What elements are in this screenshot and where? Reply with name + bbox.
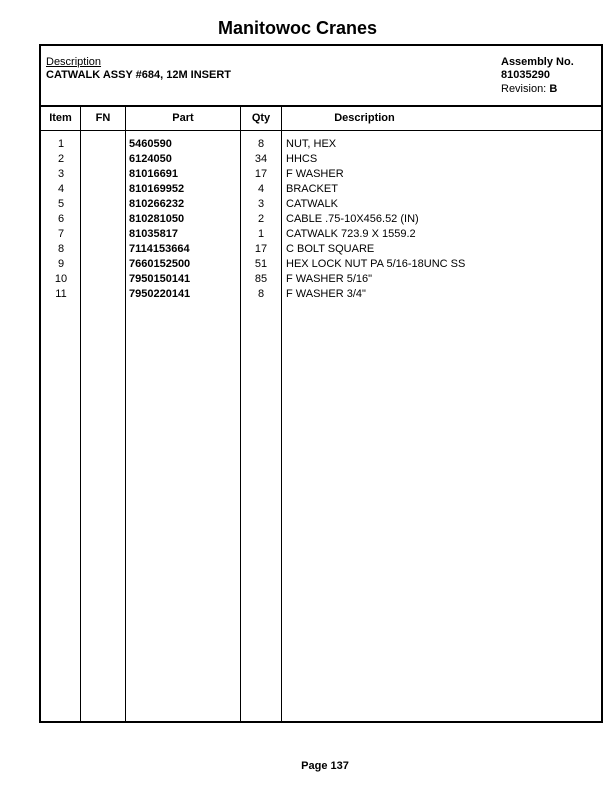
table-row	[41, 258, 601, 273]
part-cell: 7950150141	[129, 273, 191, 285]
column-header-fn: FN	[95, 112, 111, 124]
column-header-description: Description	[334, 112, 395, 124]
column-header-qty: Qty	[251, 112, 271, 124]
table-row	[41, 168, 601, 183]
part-cell: 810266232	[129, 198, 185, 210]
item-cell: 4	[57, 183, 65, 195]
qty-cell: 8	[257, 138, 265, 150]
qty-cell: 4	[257, 183, 265, 195]
table-row	[41, 213, 601, 228]
part-cell: 81035817	[129, 228, 178, 240]
part-cell: 7660152500	[129, 258, 191, 270]
item-cell: 10	[54, 273, 68, 285]
item-cell: 2	[57, 153, 65, 165]
part-cell: 810169952	[129, 183, 185, 195]
qty-cell: 34	[254, 153, 268, 165]
part-cell: 6124050	[129, 153, 172, 165]
part-cell: 7114153664	[129, 243, 190, 255]
description-cell: CATWALK 723.9 X 1559.2	[286, 228, 416, 240]
description-label: Description	[46, 56, 102, 68]
table-row	[41, 288, 601, 303]
assembly-value: 81035290	[501, 69, 550, 81]
item-cell: 7	[57, 228, 65, 240]
description-cell: HEX LOCK NUT PA 5/16-18UNC SS	[286, 258, 466, 270]
description-cell: CATWALK	[286, 198, 338, 210]
table-row	[41, 243, 601, 258]
table-row	[41, 183, 601, 198]
page-title: Manitowoc Cranes	[217, 18, 378, 38]
part-cell: 7950220141	[129, 288, 191, 300]
description-cell: F WASHER 5/16"	[286, 273, 373, 285]
description-cell: CABLE .75-10X456.52 (IN)	[286, 213, 419, 225]
description-cell: BRACKET	[286, 183, 338, 195]
table-row	[41, 273, 601, 288]
item-cell: 5	[57, 198, 65, 210]
qty-cell: 3	[257, 198, 265, 210]
item-cell: 11	[55, 288, 67, 300]
item-cell: 3	[57, 168, 65, 180]
description-cell: C BOLT SQUARE	[286, 243, 375, 255]
revision-value: B	[549, 83, 558, 95]
qty-cell: 8	[257, 288, 265, 300]
qty-cell: 17	[254, 168, 268, 180]
table-row	[41, 198, 601, 213]
qty-cell: 17	[254, 243, 268, 255]
item-cell: 6	[57, 213, 65, 225]
table-row	[41, 153, 601, 168]
qty-cell: 85	[254, 273, 268, 285]
qty-cell: 2	[257, 213, 265, 225]
part-cell: 81016691	[129, 168, 178, 180]
qty-cell: 51	[254, 258, 268, 270]
description-cell: NUT, HEX	[286, 138, 337, 150]
assembly-label: Assembly No.	[501, 56, 574, 68]
table-row	[41, 228, 601, 243]
item-cell: 8	[57, 243, 65, 255]
revision-label: Revision:	[501, 83, 547, 95]
item-cell: 9	[57, 258, 65, 270]
page-number: Page 137	[301, 760, 349, 772]
qty-cell: 1	[257, 228, 265, 240]
parts-list-frame	[39, 44, 603, 723]
part-cell: 5460590	[129, 138, 172, 150]
column-header-item: Item	[49, 112, 72, 124]
revision	[501, 83, 557, 95]
table-row	[41, 138, 601, 153]
column-header-part: Part	[172, 112, 194, 124]
description-cell: F WASHER	[286, 168, 344, 180]
description-cell: F WASHER 3/4"	[286, 288, 366, 300]
part-cell: 810281050	[129, 213, 185, 225]
parts-table-body	[41, 138, 601, 303]
item-cell: 1	[57, 138, 65, 150]
description-cell: HHCS	[286, 153, 318, 165]
description-value: CATWALK ASSY #684, 12M INSERT	[46, 69, 232, 81]
